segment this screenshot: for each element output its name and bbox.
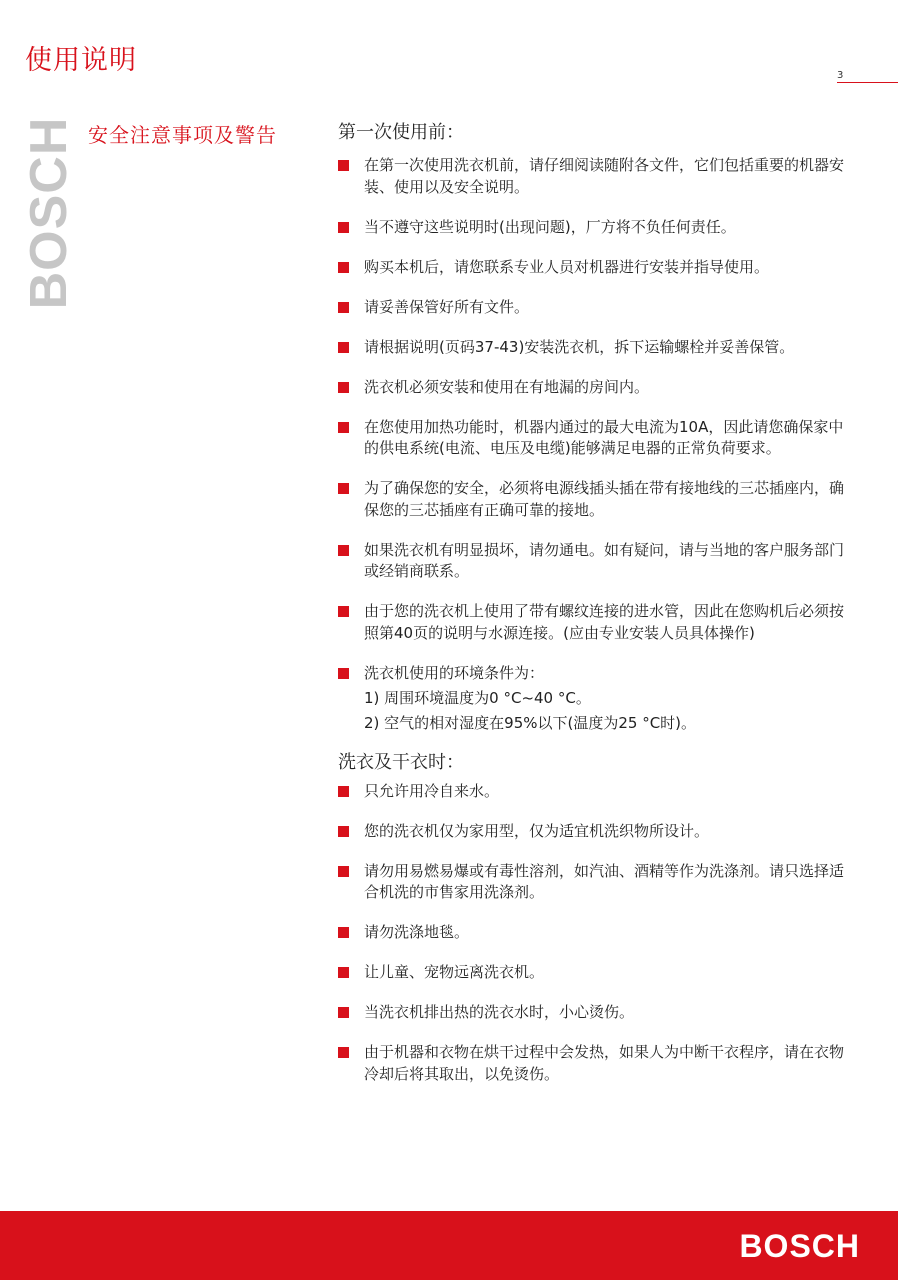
- environment-condition-humidity: 2) 空气的相对湿度在95%以下(温度为25 °C时)。: [364, 713, 697, 732]
- bullet-square-icon: [338, 866, 349, 877]
- list-item-text: 您的洗衣机仅为家用型，仅为适宜机洗织物所设计。: [364, 821, 710, 840]
- list-item-text: 请根据说明(页码37-43)安装洗衣机，拆下运输螺栓并妥善保管。: [364, 337, 795, 356]
- list-item-text: 如果洗衣机有明显损坏，请勿通电。如有疑问，请与当地的客户服务部门或经销商联系。: [364, 540, 845, 581]
- list-item-text: 只允许用冷自来水。: [364, 781, 500, 800]
- list-item-text: 请勿用易燃易爆或有毒性溶剂，如汽油、酒精等作为洗涤剂。请只选择适合机洗的市售家用洗涤剂。: [364, 861, 845, 902]
- subheading-washing-drying: 洗衣及干衣时：: [338, 752, 464, 774]
- list-item-text: 由于您的洗衣机上使用了带有螺纹连接的进水管，因此在您购机后必须按照第40页的说明与水源连接。(应由专业安装人员具体操作): [364, 602, 845, 642]
- bullet-square-icon: [338, 302, 349, 313]
- list-item: [338, 217, 858, 239]
- list-item: [338, 377, 858, 399]
- bullet-square-icon: [338, 422, 349, 433]
- list-item-text: 请勿洗涤地毯。: [364, 923, 470, 942]
- bullet-square-icon: [338, 967, 349, 978]
- footer-brand-logo: BOSCH: [739, 1228, 860, 1264]
- section-heading: 安全注意事项及警告: [88, 123, 277, 147]
- list-item-text: 当不遵守这些说明时(出现问题)，厂方将不负任何责任。: [364, 217, 736, 236]
- list-item-text: 洗衣机使用的环境条件为：: [364, 663, 545, 682]
- bullet-square-icon: [338, 606, 349, 617]
- bullet-square-icon: [338, 342, 349, 353]
- instructions-content: [338, 121, 858, 1085]
- bullet-square-icon: [338, 1007, 349, 1018]
- list-item: [338, 922, 858, 944]
- bullet-square-icon: [338, 1047, 349, 1058]
- list-item: [338, 297, 858, 319]
- bullet-square-icon: [338, 160, 349, 171]
- list-item: [338, 663, 858, 735]
- side-brand-logo: [20, 116, 78, 310]
- list-item: [338, 337, 858, 359]
- bullet-square-icon: [338, 483, 349, 494]
- page-number-rule: [837, 82, 898, 83]
- list-item-text: 在您使用加热功能时，机器内通过的最大电流为10A，因此请您确保家中的供电系统(电流、电压及电缆)能够满足电器的正常负荷要求。: [364, 417, 844, 458]
- washing-drying-list: [338, 781, 858, 1086]
- list-item: [338, 540, 858, 583]
- list-item: [338, 601, 858, 644]
- environment-condition-temperature: 1) 周围环境温度为0 °C~40 °C。: [364, 688, 591, 707]
- list-item: [338, 257, 858, 279]
- list-item: [338, 861, 858, 904]
- side-brand-text: BOSCH: [20, 116, 78, 310]
- footer-bar: [0, 1211, 898, 1280]
- bullet-square-icon: [338, 262, 349, 273]
- document-title: 使用说明: [25, 45, 137, 76]
- list-item: [338, 1002, 858, 1024]
- page-number: 3: [837, 70, 844, 81]
- bullet-square-icon: [338, 222, 349, 233]
- subheading-before-first-use: 第一次使用前：: [338, 122, 464, 143]
- before-first-use-list: [338, 155, 858, 734]
- list-item: [338, 155, 858, 198]
- bullet-square-icon: [338, 786, 349, 797]
- list-item: [338, 417, 858, 460]
- bullet-square-icon: [338, 545, 349, 556]
- bullet-square-icon: [338, 382, 349, 393]
- list-item-text: 由于机器和衣物在烘干过程中会发热，如果人为中断干衣程序，请在衣物冷却后将其取出，以免烫伤。: [364, 1043, 845, 1083]
- list-item: [338, 1042, 858, 1085]
- list-item: [338, 962, 858, 984]
- list-item: [338, 821, 858, 843]
- list-item-text: 为了确保您的安全，必须将电源线插头插在带有接地线的三芯插座内，确保您的三芯插座有正确可靠的接地。: [364, 479, 845, 519]
- bullet-square-icon: [338, 668, 349, 679]
- list-item-text: 洗衣机必须安装和使用在有地漏的房间内。: [364, 377, 650, 396]
- list-item-text: 请妥善保管好所有文件。: [364, 297, 530, 316]
- bullet-square-icon: [338, 826, 349, 837]
- list-item: [338, 478, 858, 521]
- list-item: [338, 781, 858, 803]
- bullet-square-icon: [338, 927, 349, 938]
- list-item-text: 购买本机后，请您联系专业人员对机器进行安装并指导使用。: [364, 257, 770, 276]
- list-item-text: 让儿童、宠物远离洗衣机。: [364, 963, 545, 982]
- list-item-text: 在第一次使用洗衣机前，请仔细阅读随附各文件，它们包括重要的机器安装、使用以及安全说明。: [364, 156, 845, 196]
- list-item-text: 当洗衣机排出热的洗衣水时，小心烫伤。: [364, 1003, 635, 1022]
